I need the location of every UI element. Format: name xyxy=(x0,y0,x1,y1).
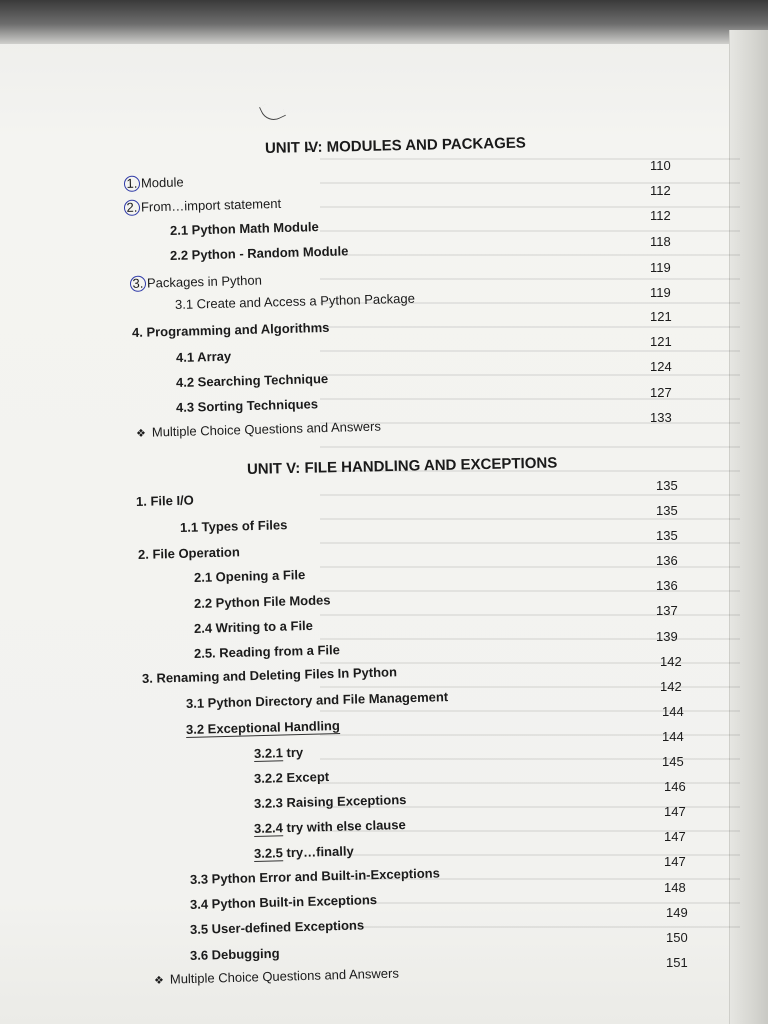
page-number: 127 xyxy=(650,385,672,400)
toc-entry: 2.1 Opening a File xyxy=(193,567,306,585)
page-number: 133 xyxy=(650,410,672,425)
page-number: 147 xyxy=(664,804,686,819)
toc-entry: 3. Packages in Python xyxy=(130,273,262,292)
toc-entry: 3.2.4 try with else clause xyxy=(253,817,406,836)
toc-entry: 1. File I/O xyxy=(135,492,194,509)
toc-entry: 1. Module xyxy=(124,174,184,192)
page-number: 142 xyxy=(660,654,682,669)
page-number: 112 xyxy=(650,208,671,223)
page-number: 142 xyxy=(660,679,682,694)
toc-entry: 3.2 Exceptional Handling xyxy=(185,717,341,737)
bullet-icon: ❖ xyxy=(153,974,165,987)
toc-entry: 3.2.2 Except xyxy=(253,769,330,786)
circle-mark: 2. xyxy=(124,200,140,216)
page-number: 118 xyxy=(650,234,671,249)
toc-entry: 2. From…import statement xyxy=(124,196,282,216)
page-number: 139 xyxy=(656,629,678,644)
bullet-icon: ❖ xyxy=(135,427,147,440)
toc-entry: 2.4 Writing to a File xyxy=(193,617,314,636)
page-number: 137 xyxy=(656,603,678,618)
page-number: 151 xyxy=(666,955,688,970)
toc-entry: 2.5. Reading from a File xyxy=(193,642,341,661)
toc-entry: 4.2 Searching Technique xyxy=(175,371,329,390)
toc-entry: 4.3 Sorting Techniques xyxy=(175,396,319,415)
unit5-heading: UNIT V: FILE HANDLING AND EXCEPTIONS xyxy=(246,454,558,478)
page-number: 121 xyxy=(650,334,672,349)
page-number: 145 xyxy=(662,754,684,769)
toc-entry: 3.1 Create and Access a Python Package xyxy=(174,290,416,312)
page-number: 136 xyxy=(656,578,678,593)
page-number: 136 xyxy=(656,553,678,568)
toc-entry: 4.1 Array xyxy=(175,348,232,365)
page-number: 144 xyxy=(662,704,684,719)
toc-entry: 3. Renaming and Deleting Files In Python xyxy=(141,664,398,686)
toc-entry: 3.2.5 try…finally xyxy=(253,843,354,861)
page-number: 147 xyxy=(664,854,686,869)
unit4-heading: UNIT I̵V: MODULES AND PACKAGES xyxy=(264,134,526,157)
toc-entry: 3.4 Python Built-in Exceptions xyxy=(189,892,378,912)
toc-entry: 3.6 Debugging xyxy=(189,945,280,963)
toc-entry: ❖ Multiple Choice Questions and Answers xyxy=(135,418,382,440)
toc-entry: 1.1 Types of Files xyxy=(179,517,288,535)
toc-entry: 2.1 Python Math Module xyxy=(169,219,319,238)
page-number: 135 xyxy=(656,503,678,518)
toc-entry: 3.1 Python Directory and File Management xyxy=(185,689,449,711)
toc-entry: 3.2.1 try xyxy=(253,744,304,761)
toc-entry: 3.3 Python Error and Built-in-Exceptions xyxy=(189,865,441,887)
page-number: 110 xyxy=(650,158,671,173)
toc-entry: 2.2 Python - Random Module xyxy=(169,243,349,263)
page-number: 144 xyxy=(662,729,684,744)
toc-entry: 2.2 Python File Modes xyxy=(193,592,331,611)
page-number: 146 xyxy=(664,779,686,794)
page-number: 112 xyxy=(650,183,671,198)
page-number: 119 xyxy=(650,285,671,300)
page-number: 148 xyxy=(664,880,686,895)
toc-entry: 3.2.3 Raising Exceptions xyxy=(253,792,407,811)
toc-entry: 2. File Operation xyxy=(137,544,241,562)
page-number: 147 xyxy=(664,829,686,844)
page-number: 135 xyxy=(656,478,678,493)
page-number: 149 xyxy=(666,905,688,920)
page-number: 135 xyxy=(656,528,678,543)
circle-mark: 1. xyxy=(124,176,140,192)
toc-entry: ❖ Multiple Choice Questions and Answers xyxy=(153,965,400,987)
toc-entry: 3.5 User-defined Exceptions xyxy=(189,917,365,937)
page-number: 124 xyxy=(650,359,672,374)
page-number: 121 xyxy=(650,309,672,324)
circle-mark: 3. xyxy=(130,276,146,292)
page-number: 119 xyxy=(650,260,671,275)
toc-entry: 4. Programming and Algorithms xyxy=(131,319,330,340)
page-number: 150 xyxy=(666,930,688,945)
